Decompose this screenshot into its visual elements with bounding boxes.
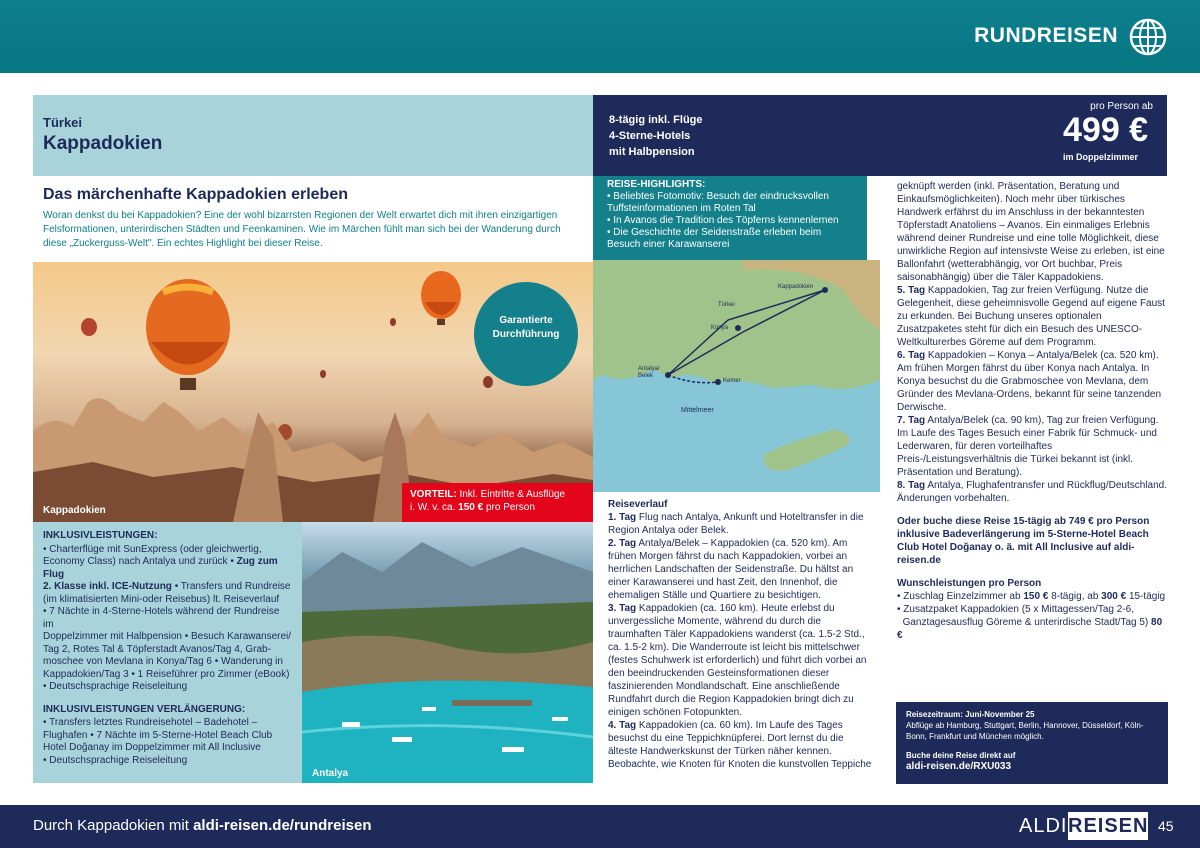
itinerary-day: 8. Tag Antalya, Flughafentransfer und Rückflug/Deutschland. Änderungen vorbehalten.	[897, 480, 1167, 504]
globe-icon	[1128, 17, 1168, 57]
extension-line: • Deutschsprachige Reiseleitung	[43, 754, 188, 766]
photo-caption: Kappadokien	[43, 505, 106, 516]
travel-period: Reisezeitraum: Juni-November 25	[906, 710, 1035, 719]
map-label-belek: Belek	[638, 373, 654, 379]
price-value: 499 €	[1063, 111, 1149, 149]
inclusions-line: Doppelzimmer mit Halbpension • Besuch Karawanserei/	[43, 631, 292, 642]
feature-item: 8-tägig inkl. Flüge	[609, 114, 703, 126]
price-prefix: pro Person ab	[1090, 101, 1153, 112]
intro-heading: Das märchenhafte Kappadokien erleben	[43, 186, 348, 203]
extension-line: Hotel Doğanay im Doppelzimmer mit All Inclusive	[43, 742, 261, 753]
inclusions-line: Kappadokien/Tag 3 • 1 Reiseführer pro Zimmer (eBook)	[43, 668, 290, 680]
travel-departures: Abflüge ab Hamburg, Stuttgart, Berlin, Hannover, Düsseldorf, Köln-Bonn, Frankfurt und München möglich.	[906, 721, 1144, 741]
vorteil-label: VORTEIL:	[410, 489, 457, 500]
wish-services	[897, 577, 1169, 642]
map-label-konya: Konya	[711, 325, 729, 331]
badge-line: Durchführung	[492, 329, 560, 340]
price-suffix: im Doppelzimmer	[1063, 152, 1139, 162]
vorteil-amount: 150 €	[458, 502, 484, 513]
highlights-box	[593, 176, 867, 260]
inclusions-line: Tag 2, Rotes Tal & Töpferstadt Avanos/Tag 4, Grab-	[43, 643, 271, 655]
logo-aldi: ALDI	[1019, 815, 1068, 837]
page-number: 45	[1158, 818, 1174, 834]
highlight-item: • Beliebtes Fotomotiv: Besuch der eindrucksvollen Tuffsteinformationen im Roten Tal	[607, 191, 829, 214]
travel-info-box	[896, 702, 1168, 784]
route-map-art	[593, 260, 880, 492]
itinerary-day: 5. Tag Kappadokien, Tag zur freien Verfügung. Nutze die Gelegenheit, diese geheimnisvolle Gegend auf eigene Faust zu erkunden. Bei Buchung unseres optionalen Zusatzpaketes steht für dich ein Besuch des UNESCO-Weltkulturerbes Göreme auf dem Programm.	[897, 285, 1165, 348]
book-label: Buche deine Reise direkt auf	[906, 751, 1016, 760]
vorteil-text: pro Person	[483, 502, 535, 513]
itinerary-day: 3. Tag Kappadokien (ca. 160 km). Heute erlebst du unvergessliche Momente, während du durch die traumhaften Täler Kappadokiens wanderst (ca. 1.5-2 Std., ca. 1.5-2 km). Die Wanderroute ist leicht bis mittelschwer (festes Schuhwerk ist erforderlich) und führt dich vorbei an den beeindruckenden Gesteinsformationen dieser faszinierenden Mondlandschaft. Eine anschließende Rundfahrt durch die Region Kappadokien bringt dich zu einigen schönen Fotopunkten.	[608, 603, 867, 718]
photo-antalya	[302, 522, 593, 783]
inclusions-line: moschee von Mevlana in Konya/Tag 6 • Wanderung in	[43, 656, 283, 667]
extension-line: Flughafen • 7 Nächte im 5-Sterne-Hotel Beach Club	[43, 729, 273, 741]
highlight-item: • Die Geschichte der Seidenstraße erleben beim Besuch einer Karawanserei	[607, 227, 822, 250]
highlight-item: • In Avanos die Tradition des Töpferns kennenlernen	[607, 215, 839, 226]
map-label-kemer: Kemer	[723, 378, 741, 384]
photo-caption: Antalya	[312, 768, 349, 779]
itinerary-heading: Reiseverlauf	[608, 499, 668, 510]
inclusions-line: • Charterflüge mit SunExpress (oder gleichwertig,	[43, 543, 262, 555]
extension-line: • Transfers letztes Rundreisehotel – Badehotel –	[43, 717, 258, 728]
vorteil-banner	[402, 483, 593, 522]
itinerary-day: 4. Tag Kappadokien (ca. 60 km). Im Laufe des Tages besuchst du eine Teppichknüpferei. Dort lernst du die älteste Handwerkskunst der Türken näher kennen. Beobachte, wie Knoten für Knoten die kunstvollen Teppiche	[608, 720, 872, 770]
intro-text: Woran denkst du bei Kappadokien? Eine der wohl bizarrsten Regionen der Welt erwartet dich mit ihren einzigartigen Felsformationen, unterirdischen Städten und Feenkaminen. Wie im Märchen fühlt man sich bei der Wanderung durch diese „Zuckerguss-Welt". Ein echtes Highlight bei dieser Reise.	[43, 210, 561, 249]
inclusions-line: 2. Klasse inkl. ICE-Nutzung • Transfers und Rundreise	[43, 581, 291, 592]
itinerary-day: 2. Tag Antalya/Belek – Kappadokien (ca. 520 km). Am frühen Morgen fährst du nach Kappadokien, vorbei an herrlichen Landschaften der Seidenstraße. Du hältst an einer Karawanserei und hast Zeit, den Innenhof, die ehemaligen Ställe und Quartiere zu besichtigen.	[608, 538, 854, 601]
guarantee-badge	[474, 282, 578, 386]
booking-link[interactable]: aldi-reisen.de/RXU033	[906, 761, 1012, 772]
inclusions-line: (im klimatisierten Mini-oder Reisebus) lt. Reiseverlauf	[43, 593, 280, 605]
inclusions-heading: INKLUSIVLEISTUNGEN:	[43, 530, 158, 541]
map-label-kappadokien: Kappadokien	[778, 284, 814, 290]
wish-item: • Zuschlag Einzelzimmer ab 150 € 8-tägig, ab 300 € 15-tägig	[897, 591, 1166, 602]
itinerary-day: 6. Tag Kappadokien – Konya – Antalya/Belek (ca. 520 km). Am frühen Morgen fährst du über Konya nach Antalya. In Konya besuchst du die Grabmoschee von Mevlana, dem Gründer des Mevlana-Ordens, bekannt für seine tanzenden Derwische.	[897, 350, 1162, 413]
brand-title: RUNDREISEN	[974, 24, 1118, 47]
region-title: Kappadokien	[43, 133, 163, 154]
extension-inclusions-heading: INKLUSIVLEISTUNGEN VERLÄNGERUNG:	[43, 703, 246, 715]
footer	[0, 805, 1200, 848]
title-box	[33, 95, 593, 176]
vorteil-text: i. W. v. ca.	[410, 502, 459, 513]
footer-link[interactable]: aldi-reisen.de/rundreisen	[193, 817, 372, 834]
itinerary-day: 7. Tag Antalya/Belek (ca. 90 km), Tag zur freien Verfügung. Im Laufe des Tages Besuch einer Fabrik für Schmuck- und Lederwaren, für deren vorteilhaftes Preis-/Leistungsverhältnis die Türkei bekannt ist (inkl. Präsentation und Beratung).	[897, 415, 1159, 478]
feature-item: mit Halbpension	[609, 146, 695, 158]
price-panel	[1059, 95, 1167, 173]
badge-line: Garantierte	[499, 315, 553, 326]
highlights-heading: REISE-HIGHLIGHTS:	[607, 179, 706, 190]
wish-heading: Wunschleistungen pro Person	[897, 578, 1042, 589]
footer-text: Durch Kappadokien mit aldi-reisen.de/rundreisen	[33, 817, 372, 834]
extension-offer: Oder buche diese Reise 15-tägig ab 749 € pro Person inklusive Badeverlängerung im 5-Sterne-Hotel Beach Club Hotel Doğanay o. ä. mit All Inclusive auf aldi-reisen.de	[897, 516, 1150, 566]
inclusions-line: • 7 Nächte in 4-Sterne-Hotels während der Rundreise im	[43, 606, 280, 630]
route-map	[593, 260, 880, 492]
itinerary-day: 1. Tag Flug nach Antalya, Ankunft und Hoteltransfer in die Region Antalya oder Belek.	[608, 512, 864, 536]
itinerary-day-continued: geknüpft werden (inkl. Präsentation, Beratung und Einkaufsmöglichkeiten). Noch mehr über türkisches Handwerk erfährst du im Anschluss in der bekanntesten Töpferstadt Anatoliens – Avanos. Ein einmaliges Erlebnis während deiner Rundreise und eine tolle Möglichkeit, diese unwirkliche Region auf intensivste Weise zu erleben, ist eine Ballonfahrt (wetterabhängig, vor Ort buchbar, Preis saisonabhängig) über die Täler Kappadokiens.	[897, 181, 1165, 283]
logo-reisen: REISEN	[1068, 812, 1148, 840]
header-band	[0, 0, 1200, 73]
inclusions-line: Economy Class) nach Antalya und zurück • Zug zum Flug	[43, 556, 278, 580]
map-label-antalya: Antalya/	[638, 366, 660, 372]
map-label-tuerkei: Türkei	[718, 302, 735, 308]
wish-item: • Zusatzpaket Kappadokien (5 x Mittagessen/Tag 2-6, Ganztagesausflug Göreme & unterirdische Stadt/Tag 5) 80 €	[897, 604, 1163, 641]
map-label-mittelmeer: Mittelmeer	[681, 407, 714, 414]
country-label: Türkei	[43, 115, 83, 130]
vorteil-text: Inkl. Eintritte & Ausflüge	[456, 489, 566, 500]
inclusions-line: • Deutschsprachige Reiseleitung	[43, 681, 188, 692]
balloon-medium	[421, 271, 461, 325]
balloon-large	[146, 279, 230, 390]
offer-features	[609, 112, 703, 160]
photo-antalya-art	[302, 522, 593, 783]
feature-item: 4-Sterne-Hotels	[609, 130, 691, 142]
itinerary-column-right	[897, 180, 1169, 642]
inclusions-box	[33, 522, 302, 783]
itinerary-column	[608, 498, 874, 771]
